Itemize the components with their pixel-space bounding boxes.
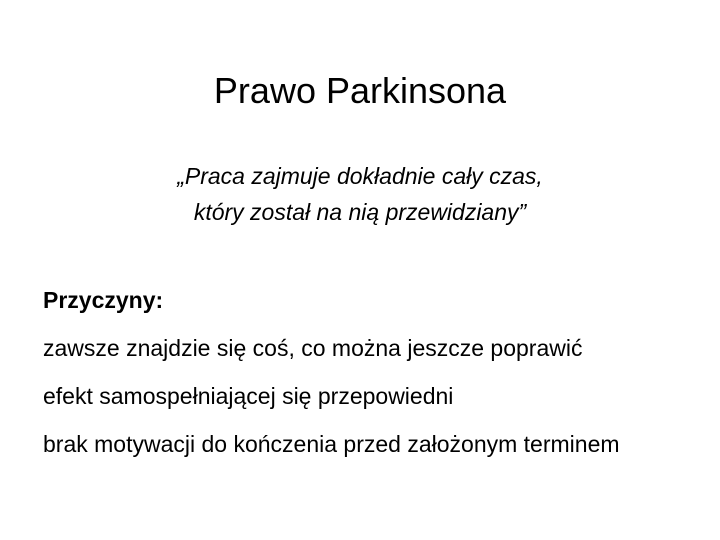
causes-list <box>43 334 693 458</box>
cause-item: brak motywacji do kończenia przed założonym terminem <box>43 431 620 457</box>
causes-section <box>43 286 693 458</box>
quote <box>0 158 720 230</box>
quote-line-2: który został na nią przewidziany” <box>193 199 527 225</box>
cause-item: zawsze znajdzie się coś, co można jeszcze poprawić <box>43 335 583 361</box>
causes-heading: Przyczyny: <box>43 287 164 313</box>
quote-line-1: „Praca zajmuje dokładnie cały czas, <box>177 163 543 189</box>
slide-title: Prawo Parkinsona <box>213 70 507 112</box>
cause-item: efekt samospełniającej się przepowiedni <box>43 383 454 409</box>
